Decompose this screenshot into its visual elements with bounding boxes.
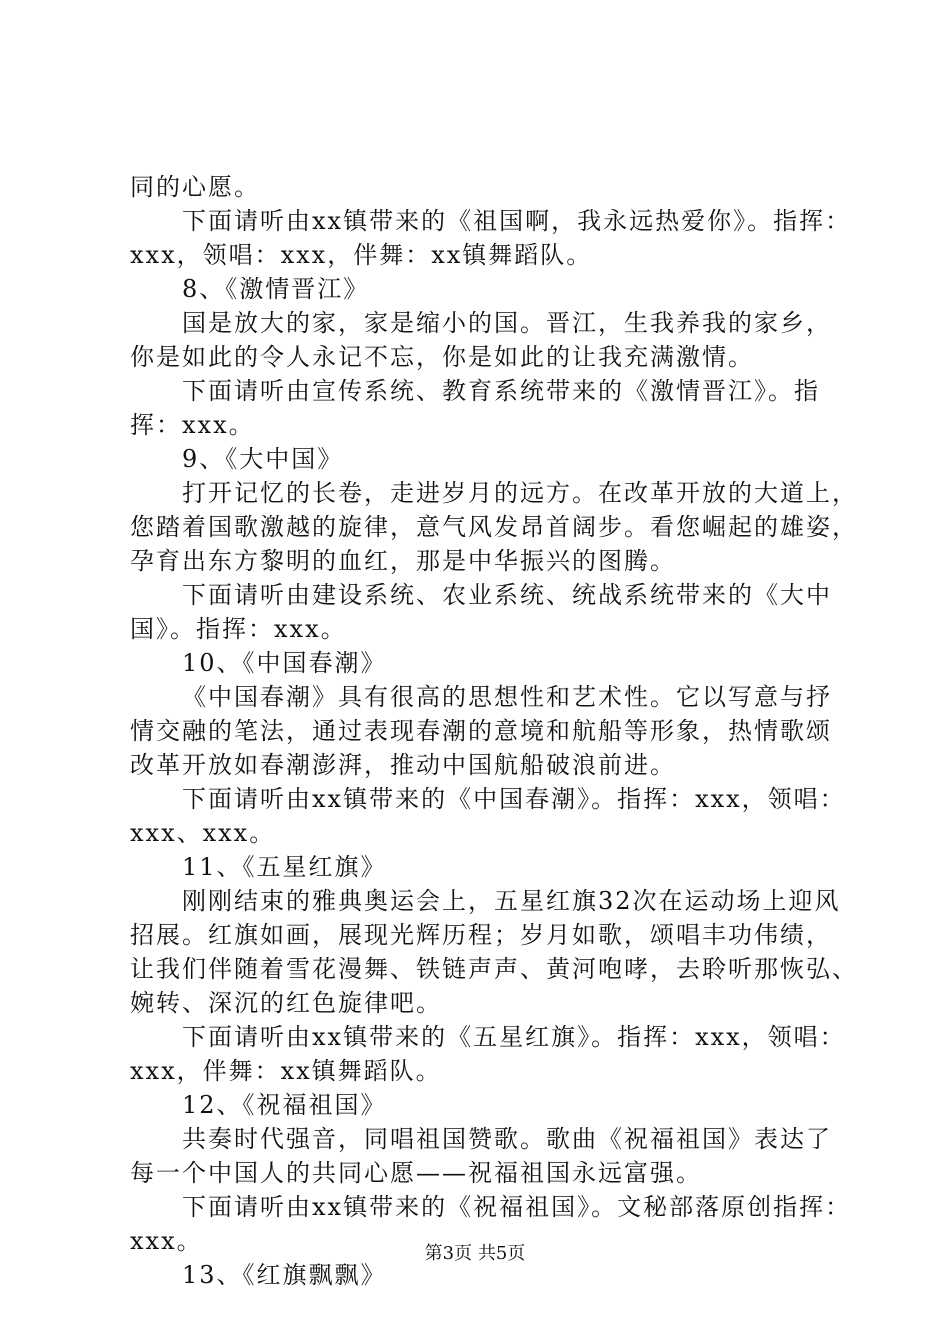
text-line: 刚刚结束的雅典奥运会上，五星红旗32次在运动场上迎风 — [182, 887, 841, 915]
text-line: 国是放大的家，家是缩小的国。晋江，生我养我的家乡， — [182, 309, 832, 337]
text-line: 下面请听由xx镇带来的《中国春潮》。指挥：xxx，领唱： — [182, 785, 846, 813]
text-line: 下面请听由xx镇带来的《五星红旗》。指挥：xxx，领唱： — [182, 1023, 846, 1051]
text-line: 您踏着国歌激越的旋律，意气风发昂首阔步。看您崛起的雄姿， — [130, 513, 858, 541]
text-line: 下面请听由xx镇带来的《祖国啊，我永远热爱你》。指挥： — [182, 207, 852, 235]
text-line: 情交融的笔法，通过表现春潮的意境和航船等形象，热情歌颂 — [130, 717, 832, 745]
document-body — [130, 170, 858, 1292]
text-line: 挥：xxx。 — [130, 411, 255, 439]
text-line: 12、《祝福祖国》 — [182, 1091, 387, 1119]
page-footer — [0, 1242, 950, 1266]
text-line: 9、《大中国》 — [182, 445, 344, 473]
text-line: 《中国春潮》具有很高的思想性和艺术性。它以写意与抒 — [182, 683, 832, 711]
text-line: 共奏时代强音，同唱祖国赞歌。歌曲《祝福祖国》表达了 — [182, 1125, 832, 1153]
text-line: 下面请听由xx镇带来的《祝福祖国》。文秘部落原创指挥： — [182, 1193, 852, 1221]
text-line: 下面请听由建设系统、农业系统、统战系统带来的《大中 — [182, 581, 832, 609]
text-line: 婉转、深沉的红色旋律吧。 — [130, 989, 442, 1017]
text-line: 让我们伴随着雪花漫舞、铁链声声、黄河咆哮，去聆听那恢弘、 — [130, 955, 858, 983]
text-line: xxx。 — [130, 1227, 203, 1255]
text-line: 你是如此的令人永记不忘，你是如此的让我充满激情。 — [130, 343, 754, 371]
text-line: 改革开放如春潮澎湃，推动中国航船破浪前进。 — [130, 751, 676, 779]
text-line: 10、《中国春潮》 — [182, 649, 387, 677]
text-line: 同的心愿。 — [130, 173, 260, 201]
text-line: 下面请听由宣传系统、教育系统带来的《激情晋江》。指 — [182, 377, 820, 405]
text-line: 13、《红旗飘飘》 — [182, 1261, 387, 1289]
text-line: 招展。红旗如画，展现光辉历程；岁月如歌，颂唱丰功伟绩， — [130, 921, 832, 949]
page-number: 第3页 共5页 — [424, 1243, 526, 1264]
text-line: xxx，伴舞：xx镇舞蹈队。 — [130, 1057, 442, 1085]
text-line: 8、《激情晋江》 — [182, 275, 370, 303]
text-line: 国》。指挥：xxx。 — [130, 615, 347, 643]
text-line: 孕育出东方黎明的血红，那是中华振兴的图腾。 — [130, 547, 676, 575]
text-line: 每一个中国人的共同心愿——祝福祖国永远富强。 — [130, 1159, 702, 1187]
text-line: 打开记忆的长卷，走进岁月的远方。在改革开放的大道上， — [182, 479, 858, 507]
text-line: xxx，领唱：xxx，伴舞：xx镇舞蹈队。 — [130, 241, 593, 269]
text-line: 11、《五星红旗》 — [182, 853, 387, 881]
text-line: xxx、xxx。 — [130, 819, 276, 847]
